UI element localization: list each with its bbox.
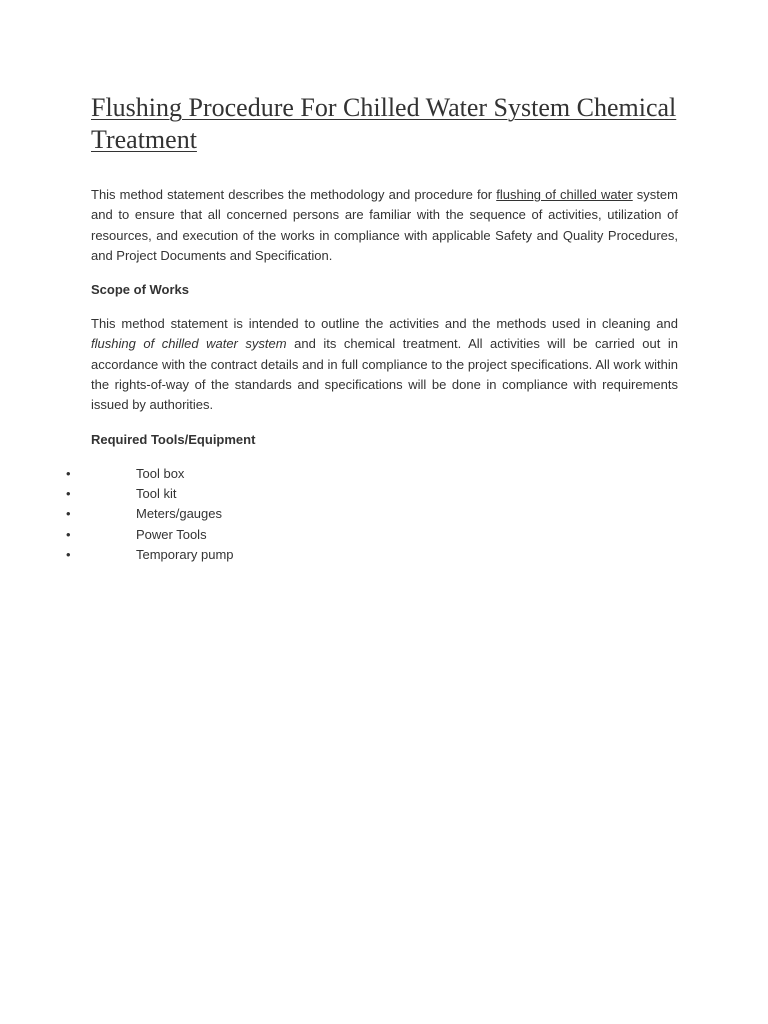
bullet-icon: • [66,465,71,481]
flushing-link[interactable]: flushing of chilled water [496,187,633,202]
intro-text-start: This method statement describes the methodology and procedure for [91,187,497,202]
bullet-icon: • [66,485,71,501]
intro-paragraph [91,185,678,266]
tools-heading: Required Tools/Equipment [91,431,256,447]
scope-italic-phrase: flushing of chilled water system [91,336,287,352]
page-title-link[interactable]: Flushing Procedure For Chilled Water System Chemical Treatment [91,93,677,154]
tool-item-label: Tool box [136,465,185,481]
scope-text-end: and its chemical treatment. All activities will be carried out in accordance with the contract details and in full compliance to the project specifications. All work within the rights-of-way of the standards and specifications will be done in compliance with requirements issued by authorities. [91,336,678,413]
list-item [0,464,678,484]
tool-item-label: Meters/gauges [136,506,222,522]
list-item [0,484,678,504]
tool-item-label: Tool kit [136,485,177,501]
page-title [91,92,678,156]
tool-item-label: Power Tools [136,526,207,542]
bullet-icon: • [66,526,71,542]
document-page [66,92,678,565]
bullet-icon: • [66,506,71,522]
list-item [0,504,678,524]
scope-paragraph [91,314,678,415]
list-item [0,525,678,545]
list-item [0,545,678,565]
intro-text-end: system and to ensure that all concerned persons are familiar with the sequence of activities, utilization of resources, and execution of the works in compliance with applicable Safety and Quality Procedures, and Project Documents and Specification. [91,187,678,263]
tools-list [0,464,678,565]
scope-text-start: This method statement is intended to outline the activities and the methods used in cleaning and [91,316,678,332]
scope-heading: Scope of Works [91,282,190,298]
tool-item-label: Temporary pump [136,546,234,562]
bullet-icon: • [66,546,71,562]
